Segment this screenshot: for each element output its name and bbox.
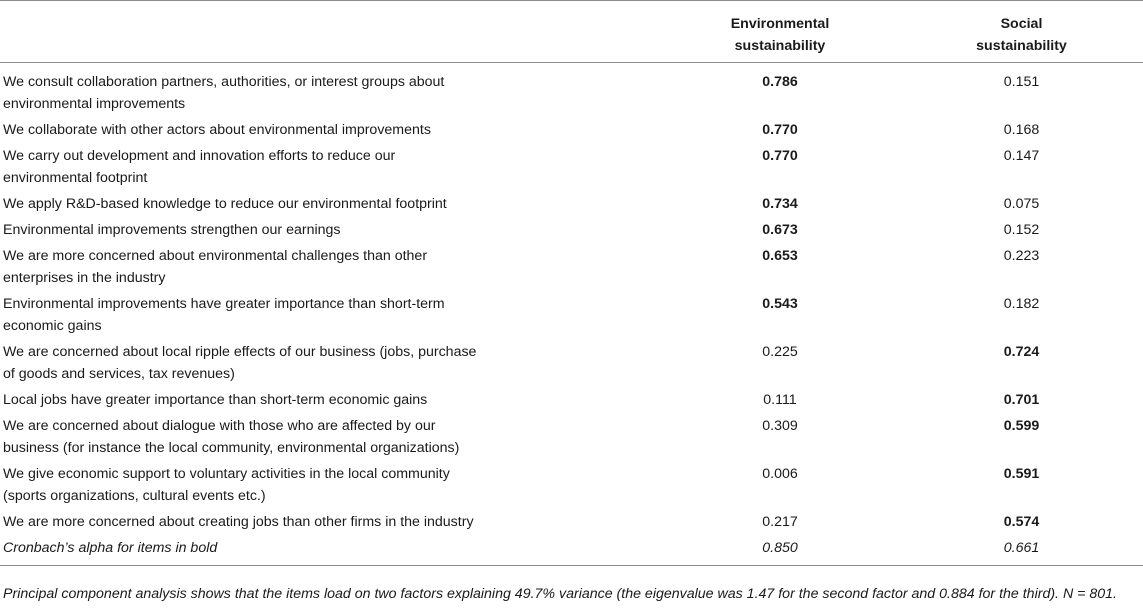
item-text-line: We are concerned about local ripple effects of our business (jobs, purchase bbox=[3, 344, 477, 360]
loading-environmental: 0.543 bbox=[762, 296, 798, 312]
item-text bbox=[0, 387, 660, 413]
table-row bbox=[0, 63, 1143, 118]
loading-environmental: 0.770 bbox=[762, 148, 798, 164]
item-text-line: Local jobs have greater importance than short-term economic gains bbox=[3, 392, 428, 408]
item-text bbox=[0, 461, 660, 509]
table-row bbox=[0, 143, 1143, 191]
table-row bbox=[0, 243, 1143, 291]
item-text-line: We are more concerned about creating jobs than other firms in the industry bbox=[3, 514, 474, 530]
item-text-line: Environmental improvements strengthen our earnings bbox=[3, 222, 341, 238]
loading-social: 0.075 bbox=[1003, 196, 1040, 212]
loading-environmental: 0.653 bbox=[762, 248, 798, 264]
item-text-line: We carry out development and innovation efforts to reduce our bbox=[3, 148, 396, 164]
item-text bbox=[0, 191, 660, 217]
loading-social: 0.591 bbox=[1003, 466, 1040, 482]
loading-environmental: 0.734 bbox=[762, 196, 798, 212]
header-environmental-line-1: Environmental bbox=[730, 16, 830, 32]
item-text bbox=[0, 413, 660, 461]
loading-environmental: 0.770 bbox=[762, 122, 798, 138]
item-text-line: We are concerned about dialogue with those who are affected by our bbox=[3, 418, 436, 434]
loading-environmental: 0.217 bbox=[762, 514, 798, 530]
item-text-line: We consult collaboration partners, authorities, or interest groups about bbox=[3, 74, 445, 90]
alpha-social: 0.661 bbox=[900, 535, 1143, 566]
table-footnote: Principal component analysis shows that the items load on two factors explaining 49.7% variance (the eigenvalue was 1.47 for the second factor and 0.884 for the third). N = 801. bbox=[3, 586, 1117, 602]
item-text-line: We give economic support to voluntary activities in the local community bbox=[3, 466, 450, 482]
header-social bbox=[900, 1, 1143, 63]
loading-social: 0.724 bbox=[1003, 344, 1040, 360]
loading-social: 0.152 bbox=[1003, 222, 1040, 238]
header-row bbox=[0, 1, 1143, 63]
loading-environmental: 0.111 bbox=[763, 392, 797, 408]
table-row bbox=[0, 339, 1143, 387]
item-text-line: (sports organizations, cultural events etc.) bbox=[3, 488, 266, 504]
item-text bbox=[0, 509, 660, 535]
loading-environmental: 0.673 bbox=[762, 222, 798, 238]
header-item bbox=[0, 1, 660, 63]
item-text-line: economic gains bbox=[3, 318, 102, 334]
item-text-line: environmental improvements bbox=[3, 96, 186, 112]
item-text-line: We are more concerned about environmental challenges than other bbox=[3, 248, 428, 264]
header-environmental bbox=[660, 1, 900, 63]
loading-environmental: 0.309 bbox=[762, 418, 798, 434]
table-row bbox=[0, 387, 1143, 413]
loading-social: 0.701 bbox=[1003, 392, 1040, 408]
table-row bbox=[0, 291, 1143, 339]
item-text bbox=[0, 291, 660, 339]
item-text-line: business (for instance the local community, environmental organizations) bbox=[3, 440, 460, 456]
loading-social: 0.151 bbox=[1003, 74, 1040, 90]
loading-social: 0.574 bbox=[1003, 514, 1040, 530]
alpha-label: Cronbach’s alpha for items in bold bbox=[0, 535, 660, 566]
item-text bbox=[0, 63, 660, 118]
item-text-line: of goods and services, tax revenues) bbox=[3, 366, 235, 382]
table-row bbox=[0, 117, 1143, 143]
loading-social: 0.599 bbox=[1003, 418, 1040, 434]
header-social-line-1: Social bbox=[1000, 16, 1043, 32]
table-row bbox=[0, 217, 1143, 243]
loading-environmental: 0.225 bbox=[762, 344, 798, 360]
item-text bbox=[0, 143, 660, 191]
item-text-line: We apply R&D-based knowledge to reduce our environmental footprint bbox=[3, 196, 447, 212]
loading-social: 0.147 bbox=[1003, 148, 1040, 164]
header-environmental-line-2: sustainability bbox=[734, 38, 826, 54]
table-row bbox=[0, 413, 1143, 461]
item-text bbox=[0, 117, 660, 143]
item-text-line: enterprises in the industry bbox=[3, 270, 166, 286]
table-row bbox=[0, 461, 1143, 509]
item-text-line: Environmental improvements have greater importance than short-term bbox=[3, 296, 445, 312]
cronbach-alpha-row bbox=[0, 535, 1143, 566]
item-text bbox=[0, 339, 660, 387]
alpha-environmental: 0.850 bbox=[660, 535, 900, 566]
loading-environmental: 0.006 bbox=[762, 466, 798, 482]
loading-social: 0.168 bbox=[1003, 122, 1040, 138]
item-text bbox=[0, 217, 660, 243]
table-row bbox=[0, 509, 1143, 535]
table-body bbox=[0, 63, 1143, 566]
item-text-line: environmental footprint bbox=[3, 170, 148, 186]
item-text-line: We collaborate with other actors about environmental improvements bbox=[3, 122, 431, 138]
loading-social: 0.182 bbox=[1003, 296, 1040, 312]
loading-environmental: 0.786 bbox=[762, 74, 798, 90]
item-text bbox=[0, 243, 660, 291]
loading-social: 0.223 bbox=[1003, 248, 1040, 264]
header-social-line-2: sustainability bbox=[976, 38, 1067, 54]
table-row bbox=[0, 191, 1143, 217]
